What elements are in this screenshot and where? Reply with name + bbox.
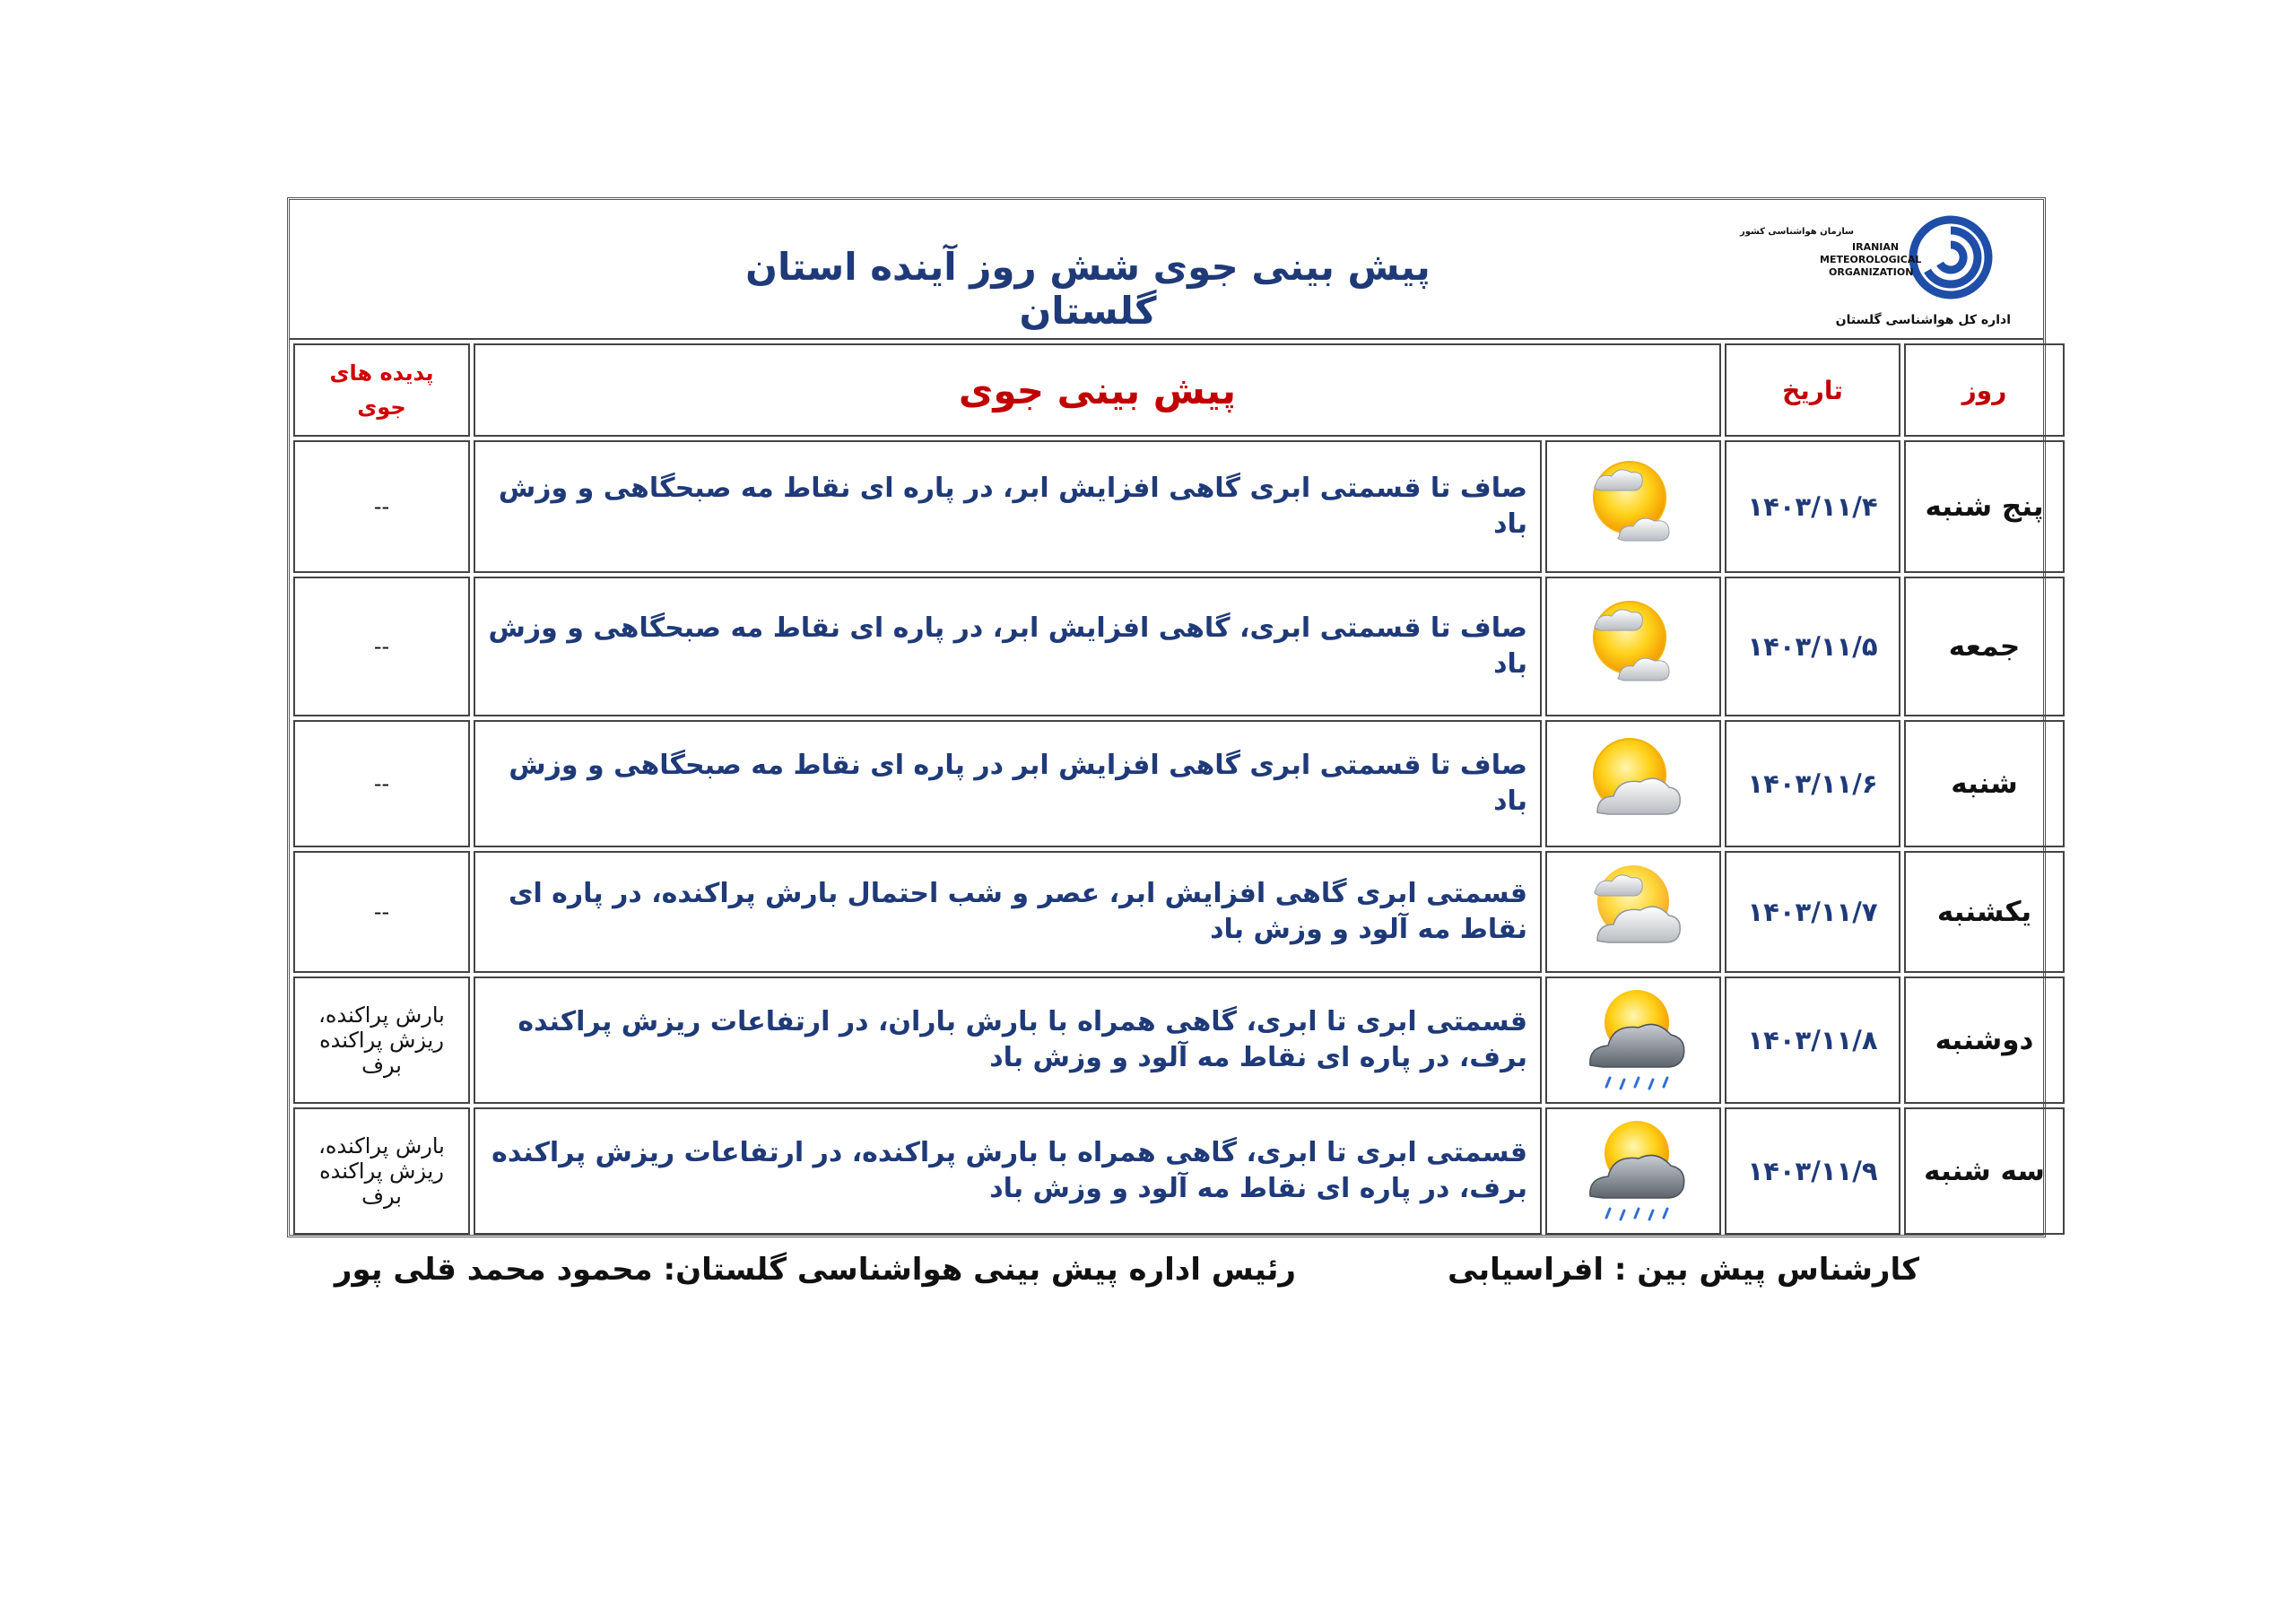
phenomena-cell — [293, 577, 470, 716]
forecast-row — [293, 440, 2065, 573]
date-cell: ۱۴۰۳/۱۱/۴ — [1725, 440, 1900, 573]
forecast-text: صاف تا قسمتی ابری گاهی افزایش ابر در پاره ای نقاط مه صبحگاهی و وزش باد — [474, 720, 1542, 847]
forecast-text: صاف تا قسمتی ابری، گاهی افزایش ابر، در پاره ای نقاط مه صبحگاهی و وزش باد — [474, 577, 1542, 716]
day-cell: پنج شنبه — [1904, 440, 2065, 573]
day-cell: سه شنبه — [1904, 1107, 2065, 1235]
header-band — [290, 200, 2043, 340]
forecast-text: قسمتی ابری تا ابری، گاهی همراه با بارش پراکنده، در ارتفاعات ریزش پراکنده برف، در پاره ای نقاط مه آلود و وزش باد — [474, 1107, 1542, 1235]
phenomena-cell — [293, 851, 470, 973]
forecaster-name: کارشناس پیش بین : افراسیابی — [1448, 1252, 1919, 1288]
date-cell: ۱۴۰۳/۱۱/۶ — [1725, 720, 1900, 847]
forecast-sheet — [287, 197, 2046, 1237]
phenomena-line: -- — [373, 494, 390, 519]
phenomena-cell — [293, 1107, 470, 1235]
date-cell: ۱۴۰۳/۱۱/۷ — [1725, 851, 1900, 973]
weather-icon-cell — [1545, 440, 1721, 573]
forecast-rows — [293, 440, 2065, 1235]
sun-behind-cloud-icon — [1578, 824, 1689, 841]
mostly-cloudy-icon — [1578, 952, 1689, 969]
phenomena-line: ریزش پراکنده — [319, 1028, 444, 1053]
forecast-text: صاف تا قسمتی ابری گاهی افزایش ابر، در پاره ای نقاط مه صبحگاهی و وزش باد — [474, 440, 1542, 573]
meteorological-organization-logo — [1739, 211, 2018, 329]
header-date: تاریخ — [1725, 343, 1900, 437]
forecast-row — [293, 720, 2065, 847]
phenomena-line: برف — [361, 1184, 402, 1209]
logo-org-fa: سازمان هواشناسی کشور — [1739, 227, 1854, 237]
forecast-row — [293, 577, 2065, 716]
phenomena-line: بارش پراکنده، — [318, 1133, 445, 1159]
forecast-text: قسمتی ابری گاهی افزایش ابر، عصر و شب احتمال بارش پراکنده، در پاره ای نقاط مه آلود و وزش باد — [474, 851, 1542, 973]
forecast-row — [293, 851, 2065, 973]
day-cell: جمعه — [1904, 577, 2065, 716]
forecast-row — [293, 976, 2065, 1104]
date-cell: ۱۴۰۳/۱۱/۹ — [1725, 1107, 1900, 1235]
date-cell: ۱۴۰۳/۱۱/۵ — [1725, 577, 1900, 716]
date-cell: ۱۴۰۳/۱۱/۸ — [1725, 976, 1900, 1104]
phenomena-line: برف — [361, 1053, 402, 1078]
partly-cloudy-sun-icon — [1578, 687, 1689, 704]
table-header-row — [293, 343, 2065, 437]
logo-org-en-2: METEOROLOGICAL — [1820, 254, 1922, 265]
header-phenomena-line1: پدیده های — [329, 360, 434, 386]
partly-cloudy-sun-icon — [1578, 547, 1689, 564]
forecast-table — [290, 340, 2068, 1238]
phenomena-cell — [293, 720, 470, 847]
weather-icon-cell — [1545, 851, 1721, 973]
day-cell: شنبه — [1904, 720, 2065, 847]
phenomena-line: -- — [373, 899, 390, 924]
phenomena-cell — [293, 976, 470, 1104]
phenomena-cell — [293, 440, 470, 573]
phenomena-line: -- — [373, 634, 390, 659]
logo-org-en-1: IRANIAN — [1852, 241, 1900, 253]
day-cell: یکشنبه — [1904, 851, 2065, 973]
rain-cloud-icon — [1578, 1211, 1689, 1228]
day-cell: دوشنبه — [1904, 976, 2065, 1104]
weather-icon-cell — [1545, 976, 1721, 1104]
logo-org-en-3: ORGANIZATION — [1829, 266, 1914, 278]
weather-icon-cell — [1545, 720, 1721, 847]
header-phenomena-line2: جوی — [357, 395, 406, 420]
forecast-text: قسمتی ابری تا ابری، گاهی همراه با بارش باران، در ارتفاعات ریزش پراکنده برف، در پاره ای نقاط مه آلود و وزش باد — [474, 976, 1542, 1104]
phenomena-line: بارش پراکنده، — [318, 1002, 445, 1028]
page-title: پیش بینی جوی شش روز آینده استان گلستان — [745, 245, 1431, 333]
head-of-forecast-name: رئیس اداره پیش بینی هواشناسی گلستان: محمود محمد قلی پور — [334, 1252, 1296, 1288]
forecast-row — [293, 1107, 2065, 1235]
logo-caption: اداره کل هواشناسی گلستان — [1835, 313, 2011, 327]
weather-icon-cell — [1545, 577, 1721, 716]
weather-icon-cell — [1545, 1107, 1721, 1235]
rain-cloud-icon — [1578, 1081, 1689, 1098]
phenomena-line: ریزش پراکنده — [319, 1159, 444, 1184]
header-forecast: پیش بینی جوی — [474, 343, 1721, 437]
phenomena-line: -- — [373, 771, 390, 796]
header-day: روز — [1904, 343, 2065, 437]
header-phenomena — [293, 343, 470, 437]
